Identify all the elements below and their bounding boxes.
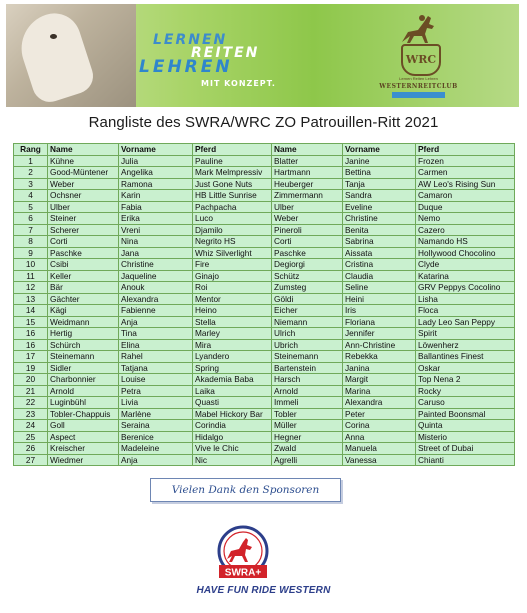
cell-name-1: Corti — [48, 236, 119, 248]
col-header-name-2: Name — [272, 144, 343, 156]
cell-vorname-1: Anouk — [119, 282, 193, 294]
cell-vorname-1: Louise — [119, 374, 193, 386]
cell-pferd-2: Katarina — [416, 270, 515, 282]
cell-pferd-2: Lady Leo San Peppy — [416, 316, 515, 328]
cell-name-2: Heuberger — [272, 178, 343, 190]
table-row — [14, 293, 515, 305]
cell-pferd-1: HB Little Sunrise — [193, 190, 272, 202]
horse-photo — [6, 4, 136, 107]
cell-vorname-2: Sabrina — [343, 236, 416, 248]
cell-name-1: Goll — [48, 420, 119, 432]
cell-pferd-1: Luco — [193, 213, 272, 225]
cell-name-1: Good-Müntener — [48, 167, 119, 179]
cell-pferd-1: Mira — [193, 339, 272, 351]
cell-rang: 13 — [14, 293, 48, 305]
cell-vorname-1: Petra — [119, 385, 193, 397]
table-row — [14, 443, 515, 455]
cell-name-2: Hegner — [272, 431, 343, 443]
table-row — [14, 236, 515, 248]
cell-pferd-1: Marley — [193, 328, 272, 340]
table-row — [14, 397, 515, 409]
cell-vorname-1: Angelika — [119, 167, 193, 179]
cell-vorname-1: Fabia — [119, 201, 193, 213]
cell-name-1: Weidmann — [48, 316, 119, 328]
cell-rang: 3 — [14, 178, 48, 190]
cell-vorname-2: Claudia — [343, 270, 416, 282]
cell-vorname-1: Nina — [119, 236, 193, 248]
cell-rang: 5 — [14, 201, 48, 213]
cell-name-1: Kühne — [48, 155, 119, 167]
cell-pferd-2: Namando HS — [416, 236, 515, 248]
cell-pferd-1: Nic — [193, 454, 272, 466]
cell-name-1: Tobler-Chappuis — [48, 408, 119, 420]
cell-name-1: Ulber — [48, 201, 119, 213]
horse-eye — [50, 34, 57, 39]
cell-pferd-2: Lisha — [416, 293, 515, 305]
cell-vorname-1: Julia — [119, 155, 193, 167]
cell-pferd-2: Ballantines Finest — [416, 351, 515, 363]
cell-name-1: Gächter — [48, 293, 119, 305]
cell-pferd-2: AW Leo's Rising Sun — [416, 178, 515, 190]
cell-vorname-1: Fabienne — [119, 305, 193, 317]
cell-vorname-1: Tina — [119, 328, 193, 340]
cell-name-2: Harsch — [272, 374, 343, 386]
cell-pferd-1: Stella — [193, 316, 272, 328]
cell-name-1: Charbonnier — [48, 374, 119, 386]
cell-pferd-1: Ginajo — [193, 270, 272, 282]
cell-pferd-1: Negrito HS — [193, 236, 272, 248]
cell-rang: 17 — [14, 351, 48, 363]
ranking-table-container — [13, 143, 514, 466]
table-row — [14, 351, 515, 363]
cell-name-2: Paschke — [272, 247, 343, 259]
cell-name-1: Scherer — [48, 224, 119, 236]
cell-pferd-2: Spirit — [416, 328, 515, 340]
cell-pferd-2: Oskar — [416, 362, 515, 374]
cell-rang: 16 — [14, 328, 48, 340]
slogan-line-3: LEHREN — [139, 57, 233, 77]
cell-pferd-2: Floca — [416, 305, 515, 317]
cell-pferd-1: Mentor — [193, 293, 272, 305]
cell-name-2: Degiorgi — [272, 259, 343, 271]
cell-pferd-1: Lyandero — [193, 351, 272, 363]
page-title: Rangliste des SWRA/WRC ZO Patrouillen-Ritt 2021 — [88, 114, 439, 131]
cell-name-2: Ulrich — [272, 328, 343, 340]
cell-name-1: Keller — [48, 270, 119, 282]
cell-name-2: Blatter — [272, 155, 343, 167]
cell-name-1: Kägi — [48, 305, 119, 317]
cell-pferd-1: Djamilo — [193, 224, 272, 236]
cell-vorname-2: Janina — [343, 362, 416, 374]
cell-vorname-2: Marina — [343, 385, 416, 397]
club-shield: WRC — [401, 44, 441, 76]
cell-vorname-1: Marlène — [119, 408, 193, 420]
cell-pferd-2: Rocky — [416, 385, 515, 397]
cell-pferd-2: Quinta — [416, 420, 515, 432]
cell-pferd-2: Clyde — [416, 259, 515, 271]
cell-pferd-1: Heino — [193, 305, 272, 317]
table-row — [14, 224, 515, 236]
slogan-line-2: REITEN — [191, 45, 260, 61]
cell-vorname-2: Alexandra — [343, 397, 416, 409]
cell-vorname-1: Elina — [119, 339, 193, 351]
cell-pferd-2: Carmen — [416, 167, 515, 179]
cell-rang: 26 — [14, 443, 48, 455]
cell-name-2: Immeli — [272, 397, 343, 409]
cell-vorname-2: Margit — [343, 374, 416, 386]
cell-vorname-1: Livia — [119, 397, 193, 409]
table-row — [14, 408, 515, 420]
cell-pferd-1: Vive le Chic — [193, 443, 272, 455]
cell-vorname-2: Cristina — [343, 259, 416, 271]
cell-name-1: Weber — [48, 178, 119, 190]
cell-vorname-2: Janine — [343, 155, 416, 167]
cell-vorname-2: Floriana — [343, 316, 416, 328]
cell-vorname-2: Christine — [343, 213, 416, 225]
cell-vorname-1: Erika — [119, 213, 193, 225]
cell-vorname-2: Corina — [343, 420, 416, 432]
cell-rang: 1 — [14, 155, 48, 167]
table-row — [14, 178, 515, 190]
cell-pferd-2: Street of Dubai — [416, 443, 515, 455]
table-row — [14, 167, 515, 179]
club-name: WESTERNREITCLUB — [379, 83, 458, 90]
table-row — [14, 155, 515, 167]
cell-pferd-2: Duque — [416, 201, 515, 213]
horse-head-shape — [12, 7, 97, 107]
cell-pferd-2: Hollywood Chocolino — [416, 247, 515, 259]
header-banner — [6, 4, 519, 107]
cell-rang: 6 — [14, 213, 48, 225]
cell-pferd-1: Quasti — [193, 397, 272, 409]
cell-pferd-1: Roi — [193, 282, 272, 294]
cell-name-1: Bär — [48, 282, 119, 294]
cell-rang: 23 — [14, 408, 48, 420]
table-row — [14, 247, 515, 259]
cell-name-1: Arnold — [48, 385, 119, 397]
cell-name-1: Luginbühl — [48, 397, 119, 409]
cell-rang: 16 — [14, 339, 48, 351]
cell-name-1: Ochsner — [48, 190, 119, 202]
cell-pferd-1: Hidalgo — [193, 431, 272, 443]
table-row — [14, 328, 515, 340]
cell-vorname-2: Aissata — [343, 247, 416, 259]
cell-vorname-1: Jana — [119, 247, 193, 259]
cell-rang: 9 — [14, 247, 48, 259]
cell-pferd-2: Löwenherz — [416, 339, 515, 351]
cell-name-1: Hertig — [48, 328, 119, 340]
cell-name-1: Sidler — [48, 362, 119, 374]
cell-pferd-2: Camaron — [416, 190, 515, 202]
col-header-pferd-1: Pferd — [193, 144, 272, 156]
cell-pferd-1: Akademia Baba — [193, 374, 272, 386]
club-logo-bar — [392, 92, 445, 98]
cell-vorname-2: Vanessa — [343, 454, 416, 466]
cell-pferd-1: Mark Melmpressiv — [193, 167, 272, 179]
cell-name-2: Schütz — [272, 270, 343, 282]
cell-pferd-2: Chianti — [416, 454, 515, 466]
cell-rang: 8 — [14, 236, 48, 248]
table-row — [14, 339, 515, 351]
cell-vorname-1: Seraina — [119, 420, 193, 432]
swra-logo — [205, 525, 281, 585]
cell-rang: 25 — [14, 431, 48, 443]
cell-pferd-1: Mabel Hickory Bar — [193, 408, 272, 420]
cell-name-1: Schürch — [48, 339, 119, 351]
cell-pferd-1: Fire — [193, 259, 272, 271]
table-row — [14, 305, 515, 317]
cell-vorname-1: Alexandra — [119, 293, 193, 305]
col-header-pferd-2: Pferd — [416, 144, 515, 156]
cell-vorname-1: Christine — [119, 259, 193, 271]
table-row — [14, 431, 515, 443]
cell-vorname-1: Tatjana — [119, 362, 193, 374]
cell-pferd-2: Top Nena 2 — [416, 374, 515, 386]
cell-vorname-1: Vreni — [119, 224, 193, 236]
cell-name-2: Ubrich — [272, 339, 343, 351]
cell-name-2: Hartmann — [272, 167, 343, 179]
cell-pferd-2: Frozen — [416, 155, 515, 167]
table-row — [14, 362, 515, 374]
slogan — [131, 32, 301, 92]
cell-name-1: Paschke — [48, 247, 119, 259]
col-header-name-1: Name — [48, 144, 119, 156]
cell-rang: 20 — [14, 374, 48, 386]
cell-vorname-1: Ramona — [119, 178, 193, 190]
table-row — [14, 420, 515, 432]
cell-rang: 4 — [14, 190, 48, 202]
cell-name-1: Aspect — [48, 431, 119, 443]
cell-pferd-1: Spring — [193, 362, 272, 374]
cell-pferd-1: Just Gone Nuts — [193, 178, 272, 190]
swra-badge-text: SWRA+ — [224, 567, 262, 579]
cell-rang: 21 — [14, 385, 48, 397]
cell-name-2: Corti — [272, 236, 343, 248]
cell-pferd-1: Laika — [193, 385, 272, 397]
cell-rang: 11 — [14, 270, 48, 282]
cell-name-2: Arnold — [272, 385, 343, 397]
table-row — [14, 385, 515, 397]
swra-tagline: HAVE FUN RIDE WESTERN — [196, 585, 331, 596]
club-logo — [376, 12, 461, 100]
cell-pferd-2: Caruso — [416, 397, 515, 409]
cell-rang: 24 — [14, 420, 48, 432]
cell-name-1: Csibi — [48, 259, 119, 271]
cell-rang: 15 — [14, 316, 48, 328]
cell-name-2: Tobler — [272, 408, 343, 420]
cell-vorname-1: Berenice — [119, 431, 193, 443]
cell-rang: 22 — [14, 397, 48, 409]
cell-name-2: Göldi — [272, 293, 343, 305]
cell-name-1: Steinemann — [48, 351, 119, 363]
table-header-row — [14, 144, 515, 156]
cell-vorname-2: Rebekka — [343, 351, 416, 363]
cell-vorname-1: Anja — [119, 454, 193, 466]
table-row — [14, 201, 515, 213]
cell-name-2: Niemann — [272, 316, 343, 328]
cell-rang: 7 — [14, 224, 48, 236]
cell-name-2: Müller — [272, 420, 343, 432]
cell-pferd-2: Painted Boonsmal — [416, 408, 515, 420]
cell-name-1: Steiner — [48, 213, 119, 225]
cell-vorname-2: Sandra — [343, 190, 416, 202]
col-header-rang: Rang — [14, 144, 48, 156]
cell-name-2: Steinemann — [272, 351, 343, 363]
cell-vorname-2: Jennifer — [343, 328, 416, 340]
cell-vorname-2: Tanja — [343, 178, 416, 190]
sponsor-button[interactable]: Vielen Dank den Sponsoren — [150, 478, 341, 502]
cell-vorname-1: Anja — [119, 316, 193, 328]
cell-name-2: Weber — [272, 213, 343, 225]
cell-vorname-2: Heini — [343, 293, 416, 305]
cell-rang: 10 — [14, 259, 48, 271]
cell-vorname-1: Rahel — [119, 351, 193, 363]
cell-rang: 2 — [14, 167, 48, 179]
cell-pferd-2: GRV Peppys Cocolino — [416, 282, 515, 294]
cell-pferd-2: Misterio — [416, 431, 515, 443]
table-row — [14, 316, 515, 328]
cell-name-2: Bartenstein — [272, 362, 343, 374]
cell-vorname-2: Manuela — [343, 443, 416, 455]
ranking-table — [13, 143, 515, 466]
col-header-vorname-2: Vorname — [343, 144, 416, 156]
cell-pferd-1: Pauline — [193, 155, 272, 167]
cell-name-1: Wiedmer — [48, 454, 119, 466]
cell-name-2: Zumsteg — [272, 282, 343, 294]
club-logo-subtext: Lernen Reiten Lehren — [399, 76, 438, 81]
table-row — [14, 213, 515, 225]
horse-rider-icon — [398, 12, 440, 46]
col-header-vorname-1: Vorname — [119, 144, 193, 156]
cell-vorname-2: Iris — [343, 305, 416, 317]
cell-name-2: Pineroli — [272, 224, 343, 236]
cell-rang: 14 — [14, 305, 48, 317]
cell-vorname-2: Anna — [343, 431, 416, 443]
table-row — [14, 190, 515, 202]
cell-vorname-2: Seline — [343, 282, 416, 294]
table-row — [14, 454, 515, 466]
cell-name-2: Zwald — [272, 443, 343, 455]
table-row — [14, 282, 515, 294]
cell-name-2: Ulber — [272, 201, 343, 213]
table-row — [14, 374, 515, 386]
cell-vorname-1: Karin — [119, 190, 193, 202]
cell-name-2: Eicher — [272, 305, 343, 317]
cell-pferd-1: Whiz Silverlight — [193, 247, 272, 259]
cell-rang: 19 — [14, 362, 48, 374]
cell-vorname-2: Bettina — [343, 167, 416, 179]
cell-pferd-1: Corindia — [193, 420, 272, 432]
cell-vorname-1: Jaqueline — [119, 270, 193, 282]
cell-name-1: Kreischer — [48, 443, 119, 455]
cell-rang: 27 — [14, 454, 48, 466]
cell-pferd-2: Nemo — [416, 213, 515, 225]
cell-pferd-2: Cazero — [416, 224, 515, 236]
table-row — [14, 259, 515, 271]
cell-vorname-2: Eveline — [343, 201, 416, 213]
cell-vorname-2: Ann-Christine — [343, 339, 416, 351]
slogan-line-1: LERNEN — [153, 32, 228, 48]
cell-vorname-2: Benita — [343, 224, 416, 236]
cell-vorname-1: Madeleine — [119, 443, 193, 455]
table-row — [14, 270, 515, 282]
cell-rang: 12 — [14, 282, 48, 294]
cell-pferd-1: Pachpacha — [193, 201, 272, 213]
cell-name-2: Zimmermann — [272, 190, 343, 202]
cell-name-2: Agrelli — [272, 454, 343, 466]
cell-vorname-2: Peter — [343, 408, 416, 420]
slogan-line-4: MIT KONZEPT. — [201, 79, 276, 88]
